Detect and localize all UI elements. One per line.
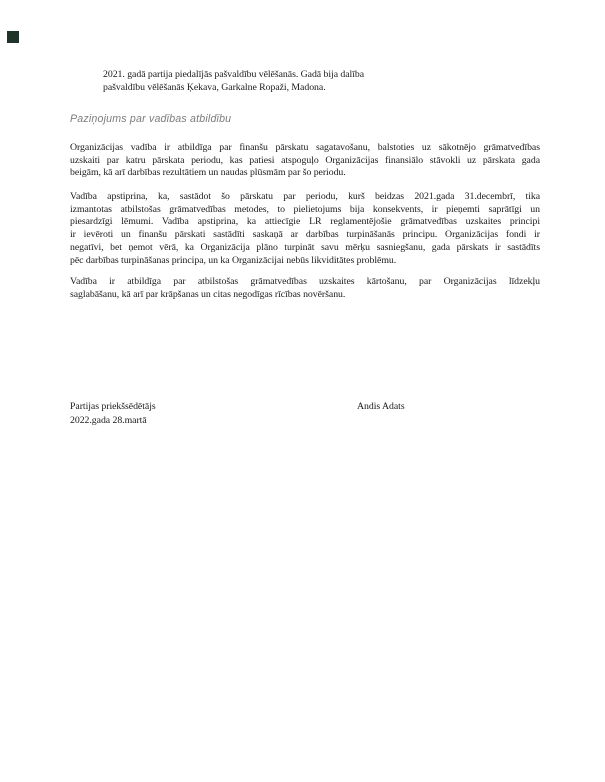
paragraph-line: ir ievēroti un finanšu pārskati sastādīti saskaņā ar darbības turpināšanās principu. Organizācijas fondi ir xyxy=(70,229,540,241)
paragraph-line: Vadība ir atbildīga par atbilstošas grāmatvedības uzskaites kārtošanu, par Organizācijas līdzekļu xyxy=(70,276,540,287)
signature-name: Andis Adats xyxy=(357,401,405,412)
paragraph-line: saglabāšanu, kā arī par krāpšanas un citas negodīgas rīcības novēršanu. xyxy=(70,288,346,300)
paragraph-confirmation xyxy=(70,191,540,267)
signature-role: Partijas priekšsēdētājs xyxy=(70,401,156,412)
paragraph-line: Vadība apstiprina, ka, sastādot šo pārskatu par periodu, kurš beidzas 2021.gada 31.decembrī, tika xyxy=(70,191,540,202)
signature-row xyxy=(70,401,540,414)
intro-line: pašvaldību vēlēšanās Ķekava, Garkalne Ropaži, Madona. xyxy=(103,81,326,93)
paragraph-line: piesardzīgi lēmumi. Vadība apstiprina, ka attiecīgie LR reglamentējošie grāmatvedības uzskaites principi xyxy=(70,216,540,228)
paragraph-line: negatīvi, bet ņemot vērā, ka Organizācija plāno turpināt savu mērķu sasniegšanu, gada pārskats ir sastādīts xyxy=(70,241,540,253)
scan-artifact-square xyxy=(7,31,19,43)
paragraph-line: pēc darbības turpināšanas principa, un ka Organizācijai nebūs likviditātes problēmu. xyxy=(70,254,397,266)
paragraph-line: beigām, kā arī darbības rezultātiem un naudas plūsmām par šo periodu. xyxy=(70,167,346,179)
section-heading: Paziņojums par vadības atbildību xyxy=(70,113,232,125)
paragraph-accounting xyxy=(70,276,540,301)
intro-line: 2021. gadā partija piedalījās pašvaldību vēlēšanās. Gadā bija dalība xyxy=(103,69,365,80)
paragraph-line: uzskaiti par katru pārskata periodu, kas patiesi atspoguļo Organizācijas finansiālo stāvokli uz pārskata gada xyxy=(70,154,540,166)
paragraph-responsibility xyxy=(70,142,540,180)
paragraph-line: izmantotas atbilstošas grāmatvedības metodes, to pielietojums bija konsekvents, ir pieņemti saprātīgi un xyxy=(70,203,540,215)
intro-paragraph xyxy=(103,69,443,94)
signature-date: 2022.gada 28.martā xyxy=(70,415,147,426)
paragraph-line: Organizācijas vadība ir atbildīga par finanšu pārskatu sagatavošanu, balstoties uz sākotnējo grāmatvedības xyxy=(70,142,540,153)
